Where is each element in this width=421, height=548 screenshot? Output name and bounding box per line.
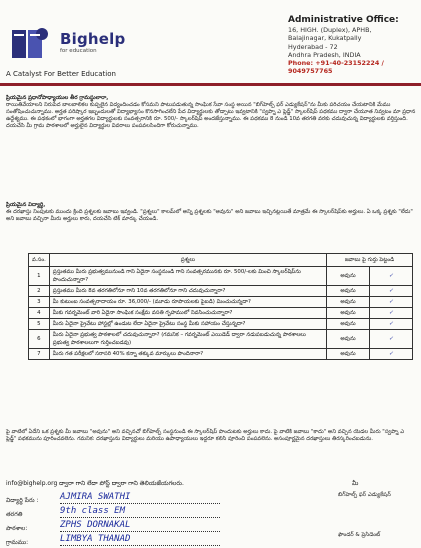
intro-section — [6, 95, 416, 130]
column-header-answer: జవాబు పై గుర్తు పెట్టండి — [327, 254, 413, 267]
eligibility-table — [28, 253, 413, 360]
bighelp-logo-icon — [8, 24, 54, 64]
row-number: 6 — [29, 330, 50, 349]
answer-yes-option[interactable]: అవును — [327, 267, 370, 286]
row-question: మీ కుటుంబ సంవత్సరాదాయం రూ. 36,000/- (మూడు రూపాయలకు పైబడి) మించుచున్నదా? — [49, 297, 326, 308]
email-line: info@bighelp.org ద్వారా గాని లేదా పోస్ట్ ద్వారా గాని తెలియజేయగలరు. — [6, 480, 184, 487]
answer-yes-option[interactable]: అవును — [327, 349, 370, 360]
table-row — [29, 349, 413, 360]
closing-paragraph: పై వాటిలో ఏదేని ఒక ప్రశ్నకు మీ జవాబు "అవును" అని వచ్చినచో బిగ్‌హెల్ప్ సంస్థనుండి ఈ స్కాలర్‌షిప్ పొందుటకు అర్హులు కాదు. పై వాటికి జవాబు "కాదు" అని వచ్చిన యెడల మీరు "స్వప్నా ఎ ప్లెడ్జ్" పథకమును పూరించవలెను. గమనిక: దరఖాస్తును విద్యార్థులు మరియు ఉపాధ్యాయులు ఇద్దరూ కలిసి పూరించి పంపవలెను. అసంపూర్ణమైన దరఖాస్తులు తిరస్కరించబడును. — [6, 429, 405, 442]
section-title: ప్రియమైన విద్యార్థి, — [6, 202, 46, 208]
class-label: తరగతి — [6, 511, 23, 518]
village-label: గ్రామము: — [6, 539, 29, 546]
row-question: మీకు గవర్నమెంట్ వారి ఏదైనా సాంఘిక సంక్షేమ వసతి గృహములో నివసించుచున్నారా? — [49, 308, 326, 319]
tick-mark-icon[interactable]: ✓ — [370, 330, 413, 349]
table-row — [29, 286, 413, 297]
tick-mark-icon[interactable]: ✓ — [370, 297, 413, 308]
office-title: Administrative Office: — [288, 15, 399, 25]
village-field[interactable]: LIMBYA THANAD — [60, 534, 220, 546]
table-row — [29, 319, 413, 330]
table-row — [29, 330, 413, 349]
row-question: ప్రస్తుతము మీరు 8వ తరగతిలోనూ గాని 10వ తరగతిలోనూ గాని చదువుచున్నారా? — [49, 286, 326, 297]
signature-salutation: మీ — [352, 480, 359, 487]
tagline: A Catalyst For Better Education — [6, 70, 116, 78]
office-address-block — [288, 16, 416, 75]
table-header-row — [29, 254, 413, 267]
tick-mark-icon[interactable]: ✓ — [370, 349, 413, 360]
student-name-label: విద్యార్థి పేరు : — [6, 497, 39, 504]
row-question: మీరు ఏదైనా ప్రభుత్వ పాఠశాలలో చదువుచున్నారా? (గమనిక – గవర్నమెంట్ ఎయిడెడ్ ద్వారా నడుపబడుచున్న పాఠశాలలు ప్రభుత్వ పాఠశాలలుగా గుర్తించబడవు) — [49, 330, 326, 349]
greeting: ప్రియమైన ప్రధానోపాధ్యాయుల తీర గ్రామస్థులారా, — [6, 95, 109, 101]
answer-yes-option[interactable]: అవును — [327, 308, 370, 319]
student-name-field[interactable]: AJMIRA SWATHI — [60, 492, 220, 504]
student-section — [6, 202, 416, 223]
row-question: మీరు గత పరీక్షలలో సరాసరి 40% కన్నా తక్కువ మార్కులు పొందినారా? — [49, 349, 326, 360]
row-question: మీరు ఏదైనా ప్రైవేటు హాస్టల్లో ఉండుట లేదా ఏదైనా ప్రైవేటు సంస్థ మీకు సహాయం చేస్తున్నదా? — [49, 319, 326, 330]
school-label: పాఠశాల: — [6, 525, 28, 532]
tick-mark-icon[interactable]: ✓ — [370, 286, 413, 297]
address-line: Balajinagar, Kukatpally — [288, 34, 362, 43]
address-line: 16, HIGH. (Duplex), APHB, — [288, 26, 372, 35]
row-number: 1 — [29, 267, 50, 286]
row-number: 4 — [29, 308, 50, 319]
column-header-no: వ.సం. — [29, 254, 50, 267]
phone-number: Phone: +91-40-23152224 / 9049757765 — [288, 59, 384, 76]
brand-subtitle: for education — [60, 48, 97, 54]
tick-mark-icon[interactable]: ✓ — [370, 319, 413, 330]
row-number: 7 — [29, 349, 50, 360]
table-row — [29, 308, 413, 319]
answer-yes-option[interactable]: అవును — [327, 330, 370, 349]
brand-name: Bighelp — [60, 30, 126, 48]
instructions-paragraph: ఈ దరఖాస్తు నింపుటకు ముందు క్రింది ప్రశ్నలకు జవాబు ఇవ్వండి. "ప్రశ్నలు" కాలమ్‌లో అన్ని ప్రశ్నలకు "అవును" అని జవాబు ఇచ్చినట్లయితే మాత్రమే ఈ స్కాలర్‌షిప్‌కు అర్హులు. ఏ ఒక్క ప్రశ్నకు "లేదు" అని జవాబు వచ్చినా మీరు అర్హులు కారు, దయచేసి టిక్ మార్కు చేయండి. — [6, 208, 413, 222]
column-header-question: ప్రశ్నలు — [49, 254, 326, 267]
table-row — [29, 267, 413, 286]
header-divider — [0, 83, 421, 86]
row-question: ప్రస్తుతము మీరు ప్రభుత్వమునుండి గాని ఏదైనా సంస్థనుండి గాని సంవత్సరమునకు రూ. 500/-లకు మించి స్కాలర్‌షిప్‌ను పొందుచున్నారా? — [49, 267, 326, 286]
table-row — [29, 297, 413, 308]
signature-org: బిగ్‌హెల్ప్ ఫర్ ఎడ్యుకేషన్ — [338, 492, 391, 498]
tick-mark-icon[interactable]: ✓ — [370, 308, 413, 319]
address-line: Andhra Pradesh, INDIA — [288, 50, 361, 59]
row-number: 2 — [29, 286, 50, 297]
row-number: 5 — [29, 319, 50, 330]
class-field[interactable]: 9th class EM — [60, 506, 220, 518]
row-number: 3 — [29, 297, 50, 308]
school-field[interactable]: ZPHS DORNAKAL — [60, 520, 220, 532]
signature-title: ఫౌండర్ & ప్రెసిడెంట్ — [338, 532, 381, 538]
answer-yes-option[interactable]: అవును — [327, 319, 370, 330]
answer-yes-option[interactable]: అవును — [327, 297, 370, 308]
tick-mark-icon[interactable]: ✓ — [370, 267, 413, 286]
intro-paragraph: రాయితివేయాలని నిరుపేద బాలబాలికల కుప్పలైన విద్యందించడం కోసమని పాటుపడుతున్న సాంఘిక సేవా సంస్థ అయిన "బిగ్‌హెల్ప్ ఫర్ ఎడ్యుకేషన్"ను మీకు పరిచయం చేయటానికి మేము సంతోషించుచున్నాము. అర్హత పరిష్కార ఇబ్బందులతో విద్యాభ్యాసం కొనసాగించలేని పేద విద్యార్థులకు తోడ్పాటు ఇవ్వటానికి "స్వప్నా ఎ ప్లెడ్జ్" స్కాలర్‌షిప్ పథకము ద్వారా చేయూత నివ్వటం మా ప్రధాన ఉద్దేశ్యము. ఈ పథకంలో భాగంగా అర్హతగల విద్యార్థులకు సంవత్సరానికి రూ. 500/- స్కాలర్‌షిప్ అందజేస్తున్నాము. ఈ పథకము 8 నుండి 10వ తరగతి వరకు చదువుచున్న విద్యార్థులకు వర్తిస్తుంది. దయచేసి మీ గ్రామ పాఠశాలలో అర్హులైన విద్యార్థుల వివరాలు పంపవలసిందిగా కోరుచున్నాము. — [6, 101, 416, 129]
answer-yes-option[interactable]: అవును — [327, 286, 370, 297]
address-line: Hyderabad - 72 — [288, 42, 338, 51]
